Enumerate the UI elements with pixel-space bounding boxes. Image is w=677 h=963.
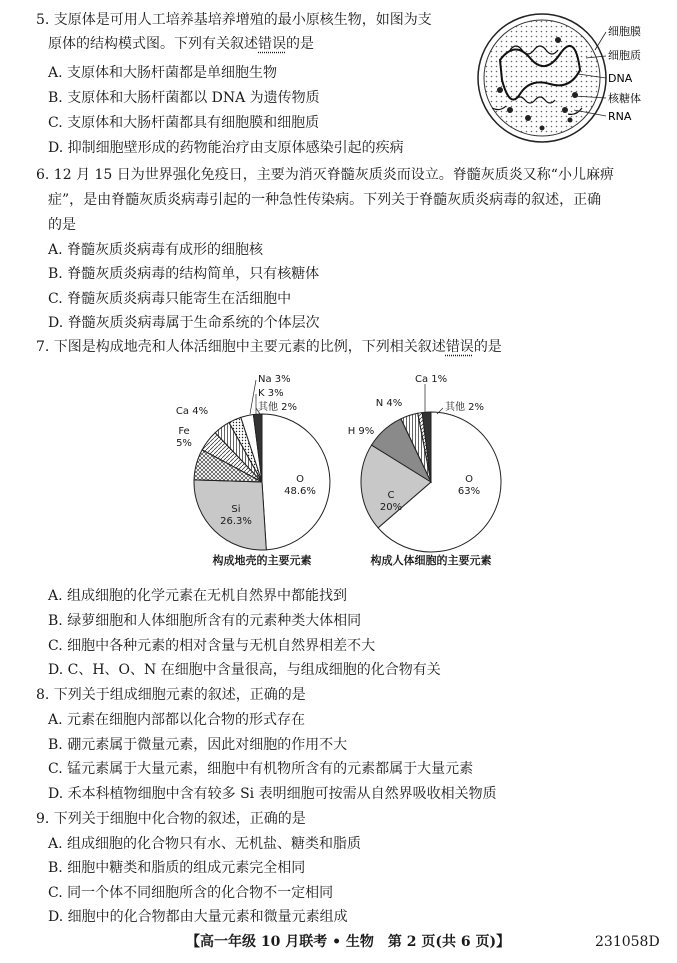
q6-stem-line2: 症”，是由脊髓灰质炎病毒引起的一种急性传染病。下列关于脊髓灰质炎病毒的叙述，正确 <box>48 192 602 208</box>
q6-stem-line3: 的是 <box>48 217 76 233</box>
q5-stem-text: 原体的结构模式图。下列有关叙述 <box>48 36 258 52</box>
q5-stem-line1: 5. 支原体是可用人工培养基培养增殖的最小原核生物，如图为支 <box>36 12 432 28</box>
q5-option-c: C. 支原体和大肠杆菌都具有细胞膜和细胞质 <box>48 115 320 131</box>
q8-option-d: D. 禾本科植物细胞中含有较多 Si 表明细胞可按需从自然界吸收相关物质 <box>48 786 497 802</box>
q9-option-c: C. 同一个体不同细胞所含的化合物不一定相同 <box>48 885 334 901</box>
pie-label-Na: Na 3% <box>258 374 291 385</box>
q5-stem-end: 的是 <box>286 36 314 52</box>
page-footer <box>0 930 677 952</box>
pie-label-O: O 48.6% <box>284 474 316 497</box>
q6-option-a: A. 脊髓灰质炎病毒有成形的细胞核 <box>48 242 264 258</box>
pie-label-Fe: Fe 5% <box>176 426 192 449</box>
q5-stem-line2 <box>48 32 314 57</box>
pie-label-其他: 其他 2% <box>445 402 485 413</box>
pie-label-Ca: Ca 1% <box>415 374 448 385</box>
label-cytoplasm: 细胞质 <box>608 49 641 62</box>
pie-label-Ca: Ca 4% <box>175 406 209 417</box>
footer-title: 【高一年级 10 月联考 • 生物 第 2 页(共 6 页)】 <box>186 934 511 950</box>
pie-label-N: N 4% <box>375 398 403 409</box>
q8-option-c: C. 锰元素属于大量元素，细胞中有机物所含有的元素都属于大量元素 <box>48 761 474 777</box>
q6-option-c: C. 脊髓灰质炎病毒只能寄生在活细胞中 <box>48 291 292 307</box>
pie-label-其他: 其他 2% <box>258 402 298 413</box>
q6-stem-line1: 6. 12 月 15 日为世界强化免疫日，主要为消灭脊髓灰质炎而设立。脊髓灰质炎又称“小儿麻痹 <box>36 167 614 183</box>
q7-option-b: B. 绿萝细胞和人体细胞所含有的元素种类大体相同 <box>48 613 362 629</box>
q5-option-d: D. 抑制细胞壁形成的药物能治疗由支原体感染引起的疾病 <box>48 140 404 156</box>
q5-option-a: A. 支原体和大肠杆菌都是单细胞生物 <box>48 65 278 81</box>
q9-option-b: B. 细胞中糖类和脂质的组成元素完全相同 <box>48 860 306 876</box>
q6-option-d: D. 脊髓灰质炎病毒属于生命系统的个体层次 <box>48 315 320 331</box>
q9-option-d: D. 细胞中的化合物都由大量元素和微量元素组成 <box>48 909 348 925</box>
q7-keyword-wrong: 错误 <box>445 339 474 355</box>
label-rna: RNA <box>608 110 632 123</box>
pie-chart-title: 构成地壳的主要元素 <box>212 554 312 567</box>
q5-option-b: B. 支原体和大肠杆菌都以 DNA 为遗传物质 <box>48 90 320 106</box>
pie-label-O: O 63% <box>457 474 481 497</box>
pie-slice-Si <box>194 480 266 550</box>
q7-stem-end: 的是 <box>473 339 502 355</box>
label-dna: DNA <box>608 72 633 85</box>
label-cell-membrane: 细胞膜 <box>608 25 641 38</box>
mycoplasma-structure-figure <box>470 10 670 145</box>
q8-option-b: B. 硼元素属于微量元素，因此对细胞的作用不大 <box>48 737 348 753</box>
q7-option-c: C. 细胞中各种元素的相对含量与无机自然界相差不大 <box>48 638 376 654</box>
q9-option-a: A. 组成细胞的化合物只有水、无机盐、糖类和脂质 <box>48 836 362 852</box>
footer-code: 231058D <box>595 934 660 950</box>
label-ribosome: 核糖体 <box>608 92 641 105</box>
pie-label-K: K 3% <box>258 388 284 399</box>
pie-label-H: H 9% <box>347 426 375 437</box>
q7-option-a: A. 组成细胞的化学元素在无机自然界中都能找到 <box>48 588 348 604</box>
pie-chart-earth-crust <box>175 370 338 570</box>
q8-option-a: A. 元素在细胞内部都以化合物的形式存在 <box>48 712 306 728</box>
pie-label-C: C 20% <box>379 490 403 513</box>
pie-chart-title: 构成人体细胞的主要元素 <box>370 554 492 567</box>
q8-stem: 8. 下列关于组成细胞元素的叙述，正确的是 <box>36 687 306 703</box>
q7-stem-text: 7. 下图是构成地壳和人体活细胞中主要元素的比例，下列相关叙述 <box>36 339 446 355</box>
q7-option-d: D. C、H、O、N 在细胞中含量很高，与组成细胞的化合物有关 <box>48 662 441 678</box>
pie-label-Si: Si 26.3% <box>220 504 252 527</box>
q6-option-b: B. 脊髓灰质炎病毒的结构简单，只有核糖体 <box>48 266 320 282</box>
q9-stem: 9. 下列关于细胞中化合物的叙述，正确的是 <box>36 811 306 827</box>
q5-keyword-wrong: 错误 <box>258 36 286 52</box>
pie-chart-human-cell <box>345 370 510 570</box>
q7-stem <box>36 335 502 360</box>
